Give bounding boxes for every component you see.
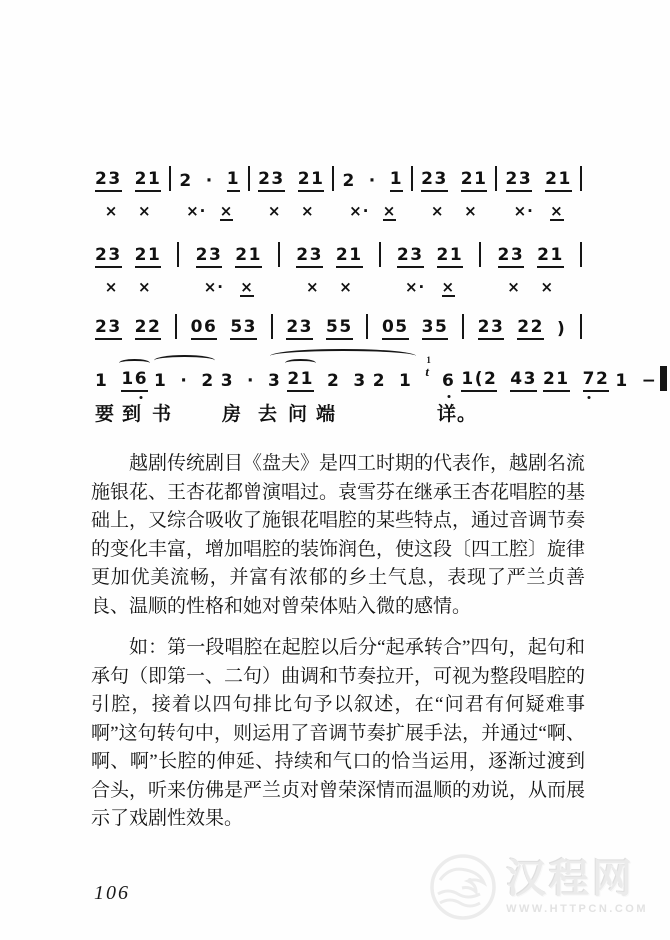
music-note: 23 <box>286 317 313 340</box>
music-measure <box>475 314 570 340</box>
music-note: 21 <box>461 169 488 192</box>
percussion-mark: × <box>464 202 478 220</box>
music-measure <box>339 166 406 221</box>
lyric-syllable: 书 <box>152 404 173 425</box>
percussion-mark: ×· <box>186 202 207 220</box>
lyric-syllable: 问 <box>288 404 309 425</box>
notes-row <box>258 166 324 192</box>
lyric-syllable: 到 <box>122 404 143 425</box>
music-note: 21 <box>135 169 162 192</box>
music-note: · <box>247 371 255 391</box>
music-note: 21 <box>437 245 464 268</box>
percussion-row <box>179 201 240 221</box>
music-note: 3 <box>353 371 367 391</box>
percussion-mark: × <box>507 278 521 296</box>
barline-icon <box>462 314 464 339</box>
music-note: 21 <box>537 245 564 268</box>
notes-row <box>506 166 572 192</box>
watermark <box>426 850 648 924</box>
music-note: ) <box>556 319 567 339</box>
octave-dot-icon <box>588 396 591 399</box>
music-note: 21 <box>543 369 570 392</box>
percussion-mark: × <box>219 202 234 220</box>
percussion-row <box>95 201 161 221</box>
notes-row <box>196 242 262 268</box>
percussion-mark: × <box>540 278 555 296</box>
music-note: 3 <box>268 371 282 391</box>
music-note: 55 <box>326 317 353 340</box>
percussion-mark: × <box>441 278 456 296</box>
music-measure <box>293 242 365 297</box>
music-measure <box>92 166 164 221</box>
music-note: 2 <box>372 371 387 391</box>
barline-icon <box>175 314 177 339</box>
barline-icon <box>411 166 413 191</box>
barline-icon <box>379 242 381 267</box>
percussion-mark: × <box>240 278 254 296</box>
music-note: 21 <box>235 245 262 268</box>
notes-row <box>615 366 657 392</box>
music-measure <box>540 366 612 392</box>
notes-row <box>461 366 537 392</box>
music-note: 1 <box>95 371 109 391</box>
notes-row <box>478 314 567 340</box>
barline-icon <box>271 314 273 339</box>
octave-dot-icon <box>447 395 450 398</box>
music-note: 23 <box>258 169 285 192</box>
music-note: 21 <box>287 369 314 392</box>
percussion-row <box>342 201 403 221</box>
barline-icon <box>332 166 334 191</box>
barline-icon <box>479 242 481 267</box>
music-note: 1 <box>390 169 403 192</box>
lyric-syllable: 端 <box>316 404 337 425</box>
music-line <box>92 355 658 392</box>
notes-row <box>95 242 161 268</box>
paragraph-2: 如：第一段唱腔在起腔以后分“起承转合”四句，起句和承句（即第一、二句）曲调和节奏拉开，可视为整段唱腔的引腔，接着以四句排比句予以叙述，在“问君有何疑难事啊”这句转句中，则运用了音调节奏扩展手法，并通过“啊、啊、啊”长腔的伸延、持续和气口的恰当运用，逐渐过渡到合头，听来仿佛是严兰贞对曾荣深情而温顺的劝说，从而展示了戏剧性效果。 <box>91 637 586 829</box>
music-note: 23 <box>95 245 122 268</box>
music-measure <box>92 242 164 297</box>
paragraph-1: 越剧传统剧目《盘夫》是四工时期的代表作，越剧名流施银花、王杏花都曾演唱过。袁雪芬在继承王杏花唱腔的基础上，又综合吸收了施银花唱腔的某些特点，通过音调节奏的变化丰富，增加唱腔的装饰润色，使这段〔四工腔〕旋律更加优美流畅，并富有浓郁的乡土气息，表现了严兰贞善良、温顺的性格和她对曾荣体贴入微的感情。 <box>91 453 586 617</box>
music-note: 23 <box>95 317 122 340</box>
lyrics-row <box>92 399 582 425</box>
lyric-syllable: 房 <box>222 404 243 425</box>
music-measure <box>176 166 243 221</box>
music-note: 23 <box>478 317 505 340</box>
percussion-mark: × <box>382 202 397 220</box>
music-measure <box>495 242 567 297</box>
music-note: 6 <box>442 371 455 392</box>
phrase-slur-icon <box>270 349 416 363</box>
watermark-site-name: 汉程网 <box>506 856 636 901</box>
percussion-mark: × <box>137 278 152 296</box>
notes-row <box>498 242 564 268</box>
percussion-row <box>421 201 487 221</box>
notes-row <box>95 314 161 340</box>
notes-row <box>179 166 240 192</box>
notes-row <box>221 366 282 392</box>
barline-icon <box>169 166 171 191</box>
music-measure <box>394 242 466 297</box>
percussion-mark: × <box>267 202 282 220</box>
music-measure <box>379 314 451 340</box>
music-measure <box>255 166 327 221</box>
notes-row <box>543 366 609 392</box>
barline-icon <box>495 166 497 191</box>
music-note: 23 <box>421 169 448 192</box>
music-note: 7 2 <box>583 369 610 392</box>
music-note: 21 <box>336 245 363 268</box>
percussion-row <box>397 277 463 297</box>
notes-row <box>287 366 366 392</box>
lyric-syllable: 去 <box>258 404 279 425</box>
slur-icon <box>119 359 150 367</box>
lyric-syllable: 详。 <box>437 404 478 425</box>
music-note: · <box>180 371 189 391</box>
music-note: − <box>641 371 658 391</box>
percussion-mark: × <box>550 202 564 220</box>
notes-row <box>342 166 403 192</box>
music-note: 16 <box>121 369 148 392</box>
music-line <box>92 242 582 297</box>
music-measure <box>418 166 490 221</box>
body-text <box>91 450 585 834</box>
percussion-row <box>498 277 564 297</box>
music-note: 21 <box>298 169 325 192</box>
music-note: 2 <box>179 171 193 191</box>
music-note: 23 <box>397 245 424 268</box>
barline-icon <box>278 242 280 267</box>
notes-row <box>382 314 448 340</box>
trill-ornament-icon: 1 t <box>425 355 431 379</box>
percussion-mark: ×· <box>203 278 225 296</box>
percussion-mark: ×· <box>349 202 370 220</box>
music-measure <box>370 355 459 392</box>
barline-icon <box>580 314 582 339</box>
music-note: · <box>368 171 377 191</box>
watermark-site-url: WWW.HTTPCN.COM <box>506 903 648 915</box>
watermark-logo-icon <box>426 850 500 924</box>
music-measure <box>92 366 151 392</box>
music-note: 21 <box>135 245 162 268</box>
music-note: 06 <box>191 317 218 340</box>
music-measure <box>503 166 575 221</box>
music-measure <box>151 366 218 392</box>
music-measure <box>188 314 260 340</box>
notes-row <box>296 242 362 268</box>
barline-icon <box>580 242 582 267</box>
notes-row <box>421 166 487 192</box>
music-measure <box>612 366 660 392</box>
percussion-mark: × <box>137 202 152 220</box>
page-number: 106 <box>94 882 130 904</box>
watermark-text <box>506 856 648 915</box>
music-note: 23 <box>296 245 323 268</box>
percussion-row <box>95 277 161 297</box>
music-measure <box>193 242 265 297</box>
music-note: 22 <box>135 317 162 340</box>
music-note: 1 <box>227 169 240 192</box>
music-note: 2 <box>201 371 215 391</box>
barline-icon <box>366 314 368 339</box>
percussion-mark: ×· <box>404 278 426 296</box>
music-notation <box>92 166 658 425</box>
music-note: 23 <box>95 169 122 192</box>
music-note: 1 <box>399 371 413 391</box>
music-measure <box>92 314 164 340</box>
music-note: 21 <box>545 169 572 192</box>
notes-row <box>95 166 161 192</box>
percussion-mark: × <box>306 278 320 296</box>
percussion-mark: × <box>430 202 445 220</box>
notes-row <box>95 366 148 392</box>
percussion-mark: × <box>104 278 119 296</box>
percussion-row <box>296 277 362 297</box>
lyric-syllable: 要 <box>95 404 116 425</box>
percussion-mark: ×· <box>513 202 534 220</box>
music-note: · <box>205 171 214 191</box>
notes-row <box>191 314 257 340</box>
music-line <box>92 314 582 340</box>
music-note: 1 <box>615 371 629 391</box>
barline-icon <box>248 166 250 191</box>
music-measure <box>218 366 285 392</box>
percussion-row <box>258 201 324 221</box>
music-note: 23 <box>196 245 223 268</box>
barline-icon <box>580 166 582 191</box>
music-note: 22 <box>517 317 544 340</box>
percussion-mark: × <box>339 278 353 296</box>
notes-row <box>154 366 215 392</box>
percussion-mark: × <box>104 202 119 220</box>
music-note: 23 <box>498 245 525 268</box>
notes-row <box>372 355 456 392</box>
percussion-row <box>506 201 572 221</box>
percussion-row <box>196 277 262 297</box>
notes-row <box>397 242 463 268</box>
music-note: 05 <box>382 317 409 340</box>
music-note: 23 <box>506 169 533 192</box>
barline-icon <box>177 242 179 267</box>
music-note: 3 <box>220 371 235 391</box>
percussion-mark: × <box>301 202 315 220</box>
final-barline-icon <box>660 366 667 391</box>
notes-row <box>286 314 352 340</box>
music-note: 1 <box>154 371 168 391</box>
music-note: 1(2 <box>461 369 497 392</box>
music-measure <box>458 366 540 392</box>
music-note: 43 <box>510 369 537 392</box>
music-note: 2 <box>327 371 341 391</box>
music-measure <box>284 366 369 392</box>
music-measure <box>283 314 355 340</box>
music-note: 2 <box>342 171 356 191</box>
music-line <box>92 166 582 221</box>
music-note: 53 <box>230 317 257 340</box>
music-note: 35 <box>422 317 449 340</box>
